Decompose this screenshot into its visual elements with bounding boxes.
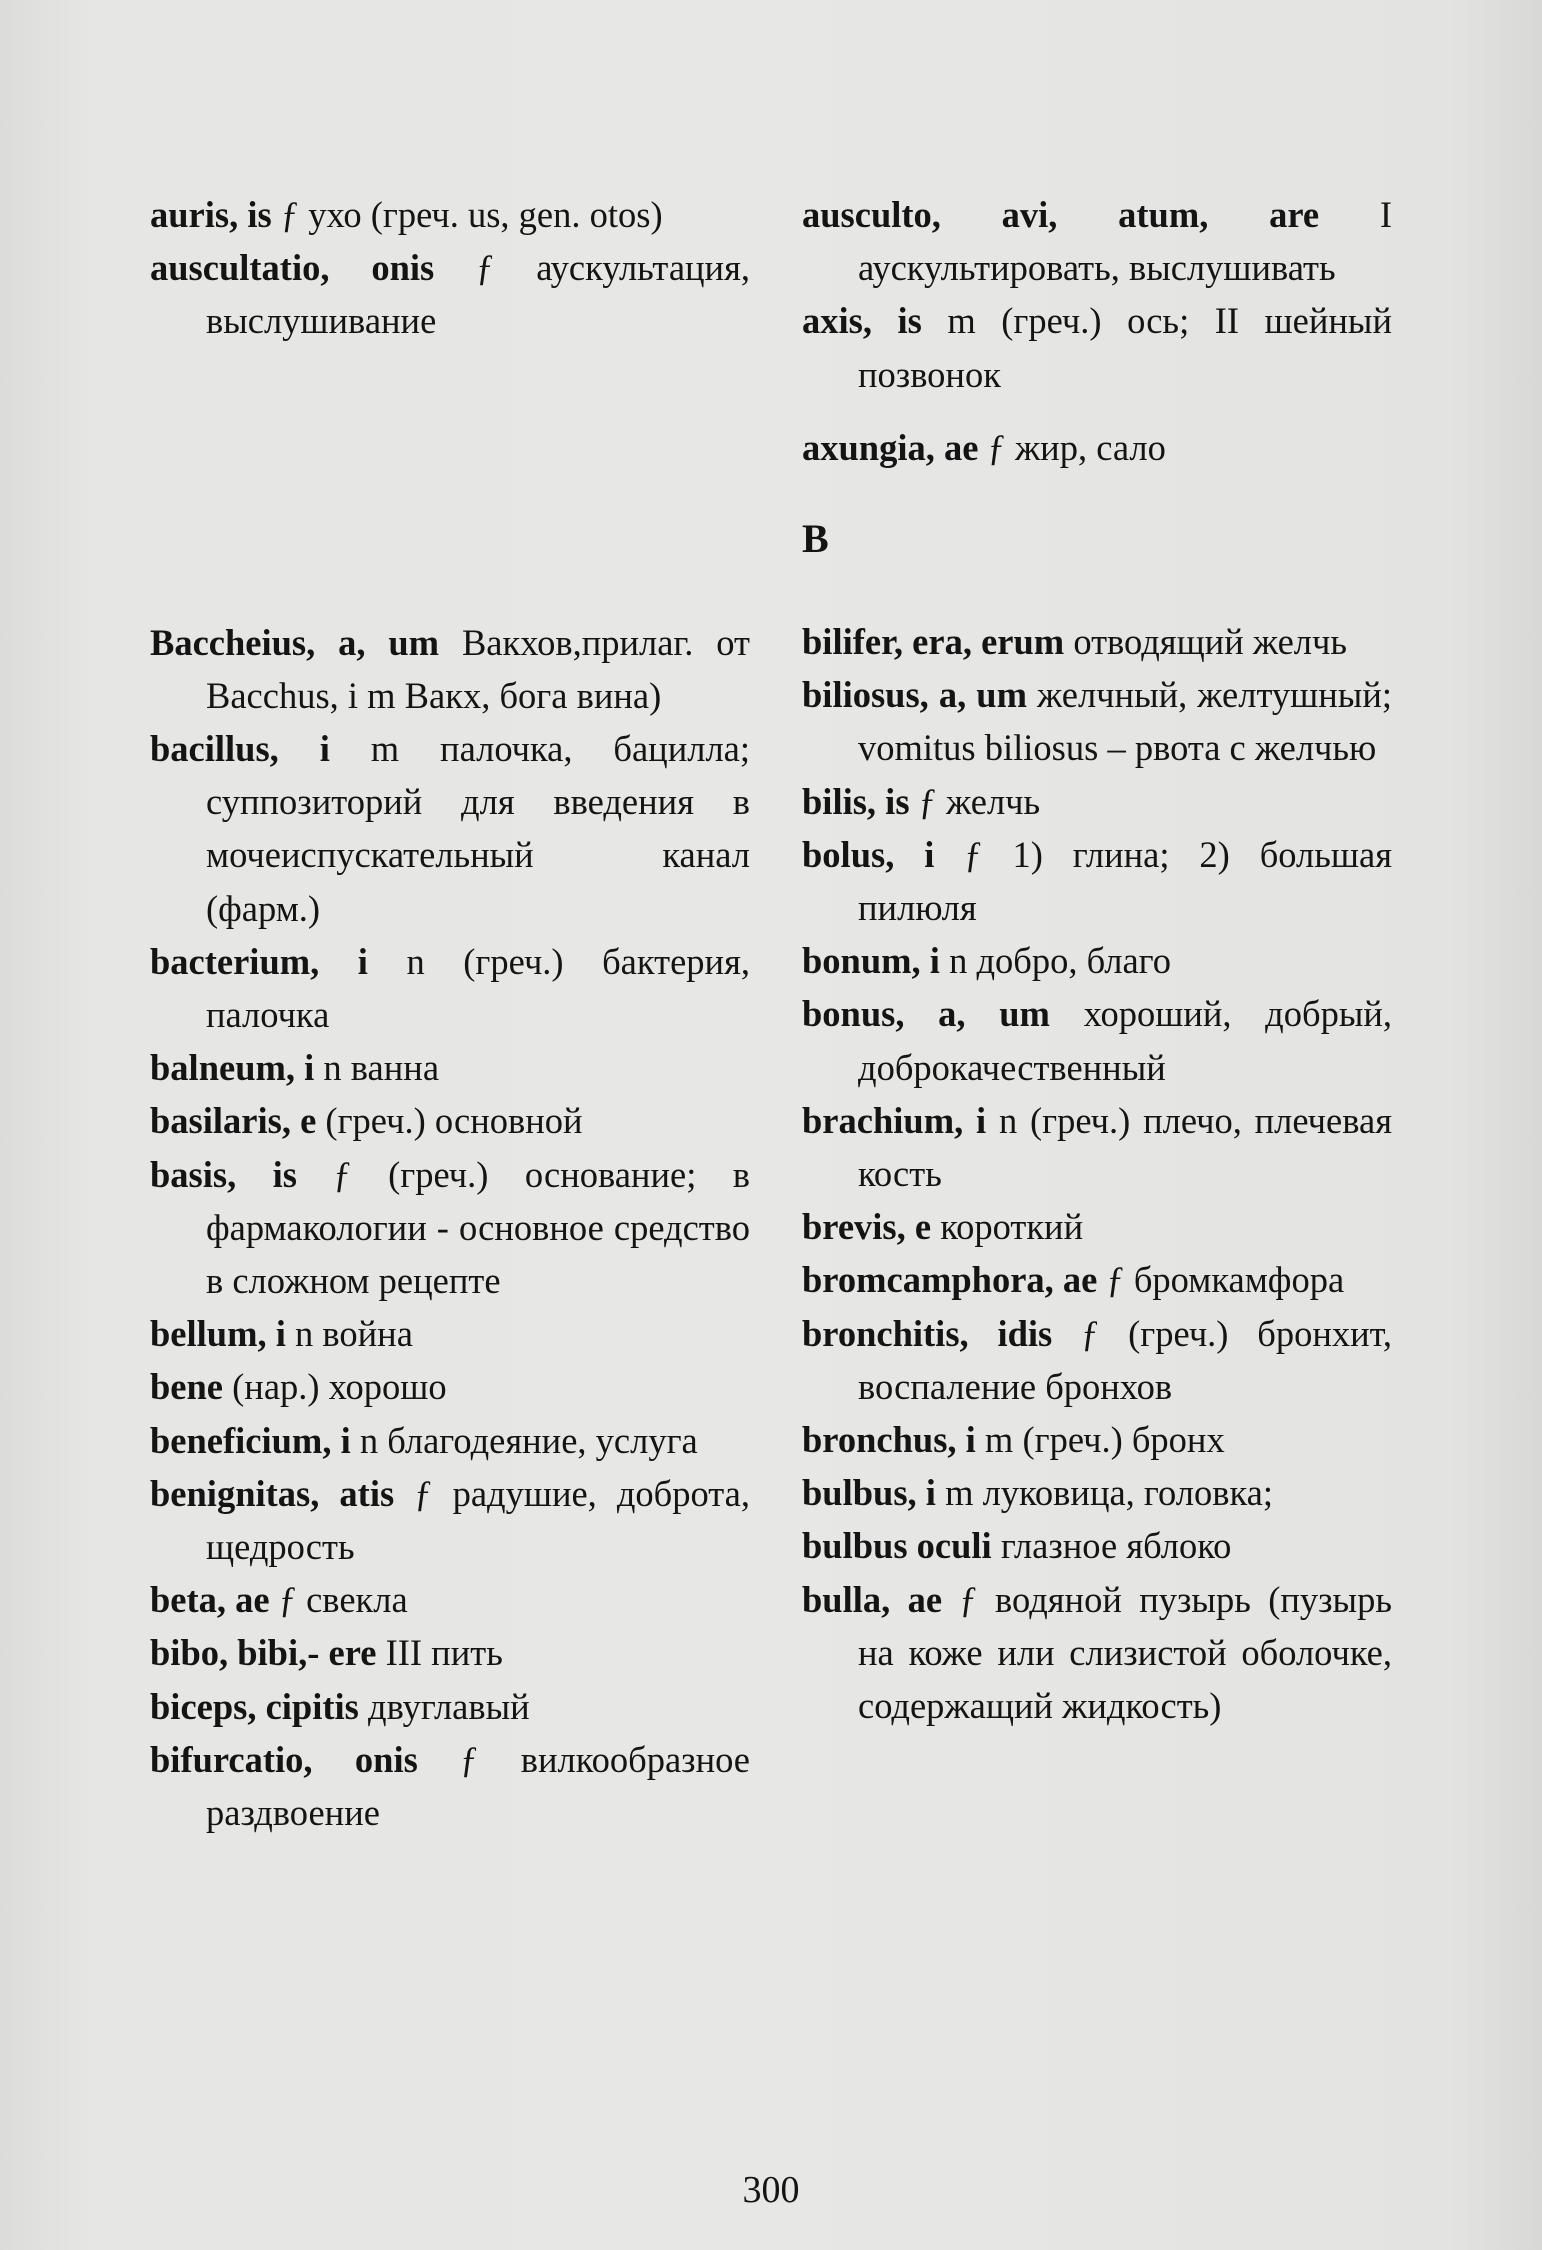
headword: bacterium, i bbox=[150, 940, 368, 982]
definition: ƒ вилкообразное раздвоение bbox=[206, 1738, 751, 1834]
dictionary-entry bbox=[150, 1041, 750, 1094]
dictionary-entry bbox=[150, 935, 750, 1041]
headword: bifurcatio, onis bbox=[150, 1738, 418, 1780]
headword: bonum, i bbox=[802, 940, 940, 982]
headword: axis, is bbox=[802, 300, 922, 342]
definition: ƒ свекла bbox=[269, 1579, 408, 1621]
definition: двуглавый bbox=[358, 1685, 530, 1727]
headword: bronchitis, idis bbox=[802, 1312, 1053, 1354]
definition: III пить bbox=[376, 1632, 503, 1674]
headword: beneficium, i bbox=[150, 1419, 351, 1461]
dictionary-entry bbox=[802, 987, 1392, 1093]
dictionary-entry bbox=[802, 421, 1392, 474]
dictionary-entry bbox=[802, 934, 1392, 987]
definition: Вакхов,прилаг. от Bacchus, i m Вакх, бога вина) bbox=[206, 621, 750, 716]
dictionary-entry bbox=[150, 1680, 750, 1733]
headword: bellum, i bbox=[150, 1313, 286, 1355]
headword: balneum, i bbox=[150, 1047, 315, 1089]
definition: (нар.) хорошо bbox=[223, 1366, 447, 1408]
headword: bolus, i bbox=[802, 833, 935, 875]
dictionary-entry bbox=[802, 294, 1392, 400]
definition: m (греч.) бронх bbox=[975, 1419, 1225, 1461]
headword: bilifer, era, erum bbox=[802, 621, 1065, 663]
headword: bibo, bibi,- ere bbox=[150, 1632, 377, 1674]
dictionary-entry bbox=[802, 188, 1392, 294]
page-number: 300 bbox=[742, 2169, 800, 2211]
definition: ƒ ухо (греч. us, gen. otos) bbox=[271, 194, 663, 235]
headword: beta, ae bbox=[150, 1579, 270, 1621]
dictionary-entry bbox=[150, 722, 750, 935]
headword: bulla, ae bbox=[802, 1578, 943, 1620]
dictionary-entry bbox=[802, 1307, 1392, 1413]
dictionary-entry bbox=[802, 1519, 1392, 1572]
definition: n война bbox=[285, 1313, 413, 1355]
dictionary-entry bbox=[150, 1467, 750, 1573]
headword: basilaris, e bbox=[150, 1100, 317, 1142]
headword: bacillus, i bbox=[150, 728, 330, 770]
headword: biceps, cipitis bbox=[150, 1685, 359, 1727]
headword: bronchus, i bbox=[802, 1419, 976, 1461]
headword: auscultatio, onis bbox=[150, 247, 435, 289]
left-column bbox=[150, 188, 750, 1839]
definition: хороший, добрый, доброкачественный bbox=[858, 993, 1393, 1088]
headword: bulbus oculi bbox=[802, 1525, 992, 1567]
dictionary-entry bbox=[802, 828, 1392, 934]
right-column bbox=[802, 188, 1392, 1732]
definition: ƒ (греч.) основание; в фармакологии - основное средство в сложном рецепте bbox=[206, 1153, 750, 1302]
definition: ƒ желчь bbox=[909, 780, 1041, 822]
headword: bene bbox=[150, 1366, 223, 1408]
definition: ƒ жир, сало bbox=[978, 426, 1166, 468]
section-letter: B bbox=[802, 516, 829, 562]
dictionary-entry bbox=[150, 241, 750, 347]
definition: ƒ аускультация, выслушивание bbox=[206, 247, 750, 342]
dictionary-entry bbox=[802, 1413, 1392, 1466]
dictionary-entry bbox=[150, 616, 750, 722]
definition: n добро, благо bbox=[939, 940, 1171, 982]
dictionary-entry bbox=[802, 1094, 1392, 1200]
headword: bulbus, i bbox=[802, 1472, 936, 1514]
definition: m (греч.) ось; II шейный позвонок bbox=[858, 300, 1392, 395]
dictionary-entry bbox=[150, 1733, 750, 1839]
headword: auris, is bbox=[150, 194, 272, 235]
dictionary-entry bbox=[802, 1466, 1392, 1519]
dictionary-entry bbox=[150, 1573, 750, 1626]
dictionary-entry bbox=[150, 1414, 750, 1467]
dictionary-entry bbox=[802, 668, 1392, 774]
definition: I аускультировать, выслушивать bbox=[858, 194, 1392, 289]
headword: bromcamphora, ae bbox=[802, 1259, 1098, 1301]
definition: ƒ (греч.) бронхит, воспаление бронхов bbox=[858, 1312, 1392, 1407]
definition: отводящий желчь bbox=[1064, 621, 1348, 663]
definition: глазное яблоко bbox=[991, 1525, 1232, 1567]
dictionary-entry bbox=[150, 1360, 750, 1413]
definition: n ванна bbox=[314, 1047, 440, 1089]
definition: ƒ бромкамфора bbox=[1097, 1259, 1345, 1301]
dictionary-entry bbox=[802, 1253, 1392, 1306]
definition: n (греч.) плечо, плечевая кость bbox=[858, 1099, 1392, 1195]
dictionary-entry bbox=[150, 188, 750, 241]
dictionary-entry bbox=[150, 1094, 750, 1147]
definition: ƒ водяной пузырь (пузырь на коже или слизистой оболочке, содержащий жидкость) bbox=[858, 1578, 1392, 1727]
headword: biliosus, a, um bbox=[802, 674, 1027, 716]
dictionary-entry bbox=[802, 615, 1392, 668]
definition: m луковица, головка; bbox=[935, 1472, 1273, 1514]
headword: basis, is bbox=[150, 1153, 297, 1195]
headword: bonus, a, um bbox=[802, 993, 1050, 1035]
headword: bilis, is bbox=[802, 780, 910, 822]
dictionary-entry bbox=[150, 1626, 750, 1679]
dictionary-entry bbox=[150, 1148, 750, 1308]
definition: n (греч.) бактерия, палочка bbox=[206, 940, 750, 1036]
headword: axungia, ae bbox=[802, 426, 979, 468]
dictionary-entry bbox=[802, 1200, 1392, 1253]
definition: (греч.) основной bbox=[316, 1100, 583, 1142]
dictionary-entry bbox=[802, 775, 1392, 828]
definition: ƒ радушие, доброта, щедрость bbox=[206, 1472, 750, 1568]
definition: короткий bbox=[931, 1206, 1084, 1248]
entry-spacer bbox=[802, 401, 1392, 421]
headword: brevis, e bbox=[802, 1206, 932, 1248]
dictionary-entry bbox=[802, 1573, 1392, 1733]
headword: Baccheius, a, um bbox=[150, 621, 440, 663]
definition: m палочка, бацилла; суппозиторий для введения в мочеиспускательный канал (фарм.) bbox=[206, 728, 751, 929]
dictionary-entry bbox=[150, 1307, 750, 1360]
definition: желчный, желтушный; vomitus biliosus – рвота с желчью bbox=[858, 674, 1393, 769]
headword: benignitas, atis bbox=[150, 1472, 395, 1514]
headword: ausculto, avi, atum, are bbox=[802, 194, 1320, 235]
definition: ƒ 1) глина; 2) большая пилюля bbox=[858, 833, 1392, 929]
definition: n благодеяние, услуга bbox=[350, 1419, 698, 1461]
headword: brachium, i bbox=[802, 1099, 987, 1141]
section-spacer bbox=[150, 348, 750, 616]
